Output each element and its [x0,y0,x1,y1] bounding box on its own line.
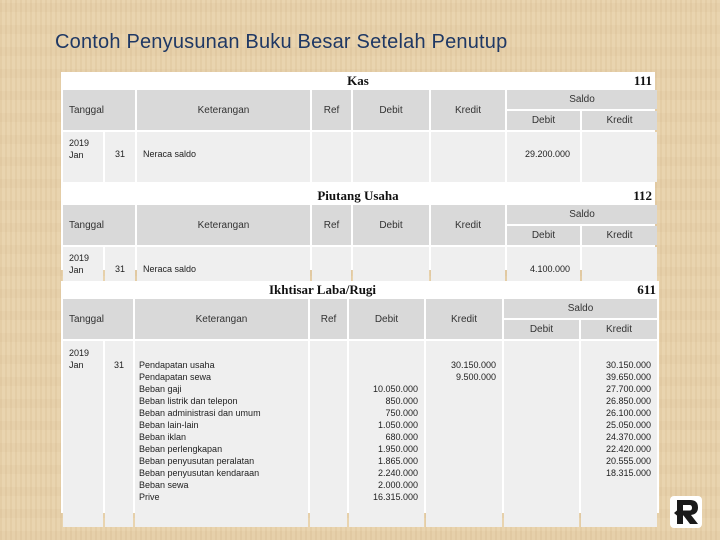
description-cell [135,341,308,527]
r-logo-icon [670,496,702,528]
saldo-line: 25.050.000 [605,420,652,430]
debit-line: 10.050.000 [372,384,418,394]
slide-title: Contoh Penyusunan Buku Besar Setelah Penutup [55,31,508,53]
description-line: Beban penyusutan kendaraan [139,468,260,478]
date-cell [63,341,103,527]
description-line: Pendapatan sewa [139,372,212,382]
debit-line: 2.000.000 [377,480,418,490]
month-text: Jan [69,150,84,160]
debit-cell [349,341,424,527]
description-cell: Neraca saldo [137,247,310,297]
saldo-debit-cell: 29.200.000 [507,132,580,182]
piutang-account-number: 112 [633,188,652,203]
ref-cell [310,341,347,527]
kredit-cell [426,341,502,527]
day-cell [105,341,133,527]
saldo-debit-cell: 4.100.000 [507,247,580,297]
debit-cell [353,132,429,182]
col-saldo-kredit: Kredit [582,226,657,245]
col-tanggal: Tanggal [63,299,133,339]
month-text: Jan [69,360,84,370]
kredit-line: 30.150.000 [450,360,496,370]
kas-account-name: Kas [347,73,369,88]
saldo-line: 39.650.000 [605,372,652,382]
saldo-kredit-cell [582,132,657,182]
saldo-line: 22.420.000 [605,444,652,454]
description-line: Beban gaji [139,384,182,394]
col-debit: Debit [349,299,424,339]
col-tanggal: Tanggal [63,90,135,130]
ikhtisar-account-name: Ikhtisar Laba/Rugi [269,282,377,297]
col-ref: Ref [312,205,351,245]
description-cell: Neraca saldo [137,132,310,182]
col-kredit: Kredit [431,90,505,130]
date-cell [63,132,103,182]
debit-line: 1.050.000 [377,420,418,430]
col-saldo: Saldo [504,299,657,318]
ikhtisar-ledger-table [61,297,659,529]
saldo-line: 20.555.000 [605,456,652,466]
table-row [63,132,657,182]
year-text: 2019 [69,138,90,148]
ledger-panel-bottom [61,281,659,513]
day-cell: 31 [105,247,135,297]
saldo-line: 30.150.000 [605,360,652,370]
description-line: Beban listrik dan telepon [139,396,238,406]
col-saldo-kredit: Kredit [582,111,657,130]
col-saldo-debit: Debit [507,226,580,245]
description-line: Pendapatan usaha [139,360,215,370]
piutang-title-row [61,187,655,203]
day-text: 31 [113,360,124,370]
debit-line: 1.950.000 [377,444,418,454]
col-saldo-debit: Debit [507,111,580,130]
month-text: Jan [69,265,84,275]
kas-account-number: 111 [633,73,652,88]
debit-line: 750.000 [385,408,418,418]
piutang-account-name: Piutang Usaha [317,188,399,203]
saldo-line: 18.315.000 [605,468,652,478]
debit-line [349,359,418,371]
saldo-line: 26.100.000 [605,408,652,418]
debit-line: 850.000 [385,396,418,406]
debit-line: 2.240.000 [377,468,418,478]
col-keterangan: Keterangan [137,205,310,245]
description-line: Beban sewa [139,480,189,490]
saldo-line: 27.700.000 [605,384,652,394]
year-text: 2019 [69,348,90,358]
kredit-cell [431,132,505,182]
col-kredit: Kredit [426,299,502,339]
col-ref: Ref [312,90,351,130]
col-kredit: Kredit [431,205,505,245]
year-text: 2019 [69,253,90,263]
col-tanggal: Tanggal [63,205,135,245]
col-saldo-kredit: Kredit [581,320,657,339]
description-line: Beban lain-lain [139,420,199,430]
col-debit: Debit [353,205,429,245]
kas-title-row [61,72,655,88]
debit-line [349,371,418,383]
ledger-panel-top [61,72,655,275]
col-saldo-debit: Debit [504,320,579,339]
col-saldo: Saldo [507,90,657,109]
col-keterangan: Keterangan [135,299,308,339]
col-saldo: Saldo [507,205,657,224]
description-line: Beban penyusutan peralatan [139,456,255,466]
table-row [63,341,657,527]
description-line: Beban iklan [139,432,187,442]
ref-cell [312,132,351,182]
saldo-kredit-cell [581,341,657,527]
kredit-line: 9.500.000 [455,372,496,382]
saldo-line: 24.370.000 [605,432,652,442]
day-cell: 31 [105,132,135,182]
debit-line: 680.000 [385,432,418,442]
debit-line: 16.315.000 [372,492,418,502]
ikhtisar-account-number: 611 [637,282,656,297]
col-keterangan: Keterangan [137,90,310,130]
ikhtisar-title-row [61,281,659,297]
description-line: Prive [139,492,160,502]
description-line: Beban administrasi dan umum [139,408,261,418]
col-debit: Debit [353,90,429,130]
debit-line: 1.865.000 [377,456,418,466]
kas-ledger-table [61,88,659,184]
saldo-debit-cell [504,341,579,527]
col-ref: Ref [310,299,347,339]
description-line: Beban perlengkapan [139,444,223,454]
saldo-line: 26.850.000 [605,396,652,406]
